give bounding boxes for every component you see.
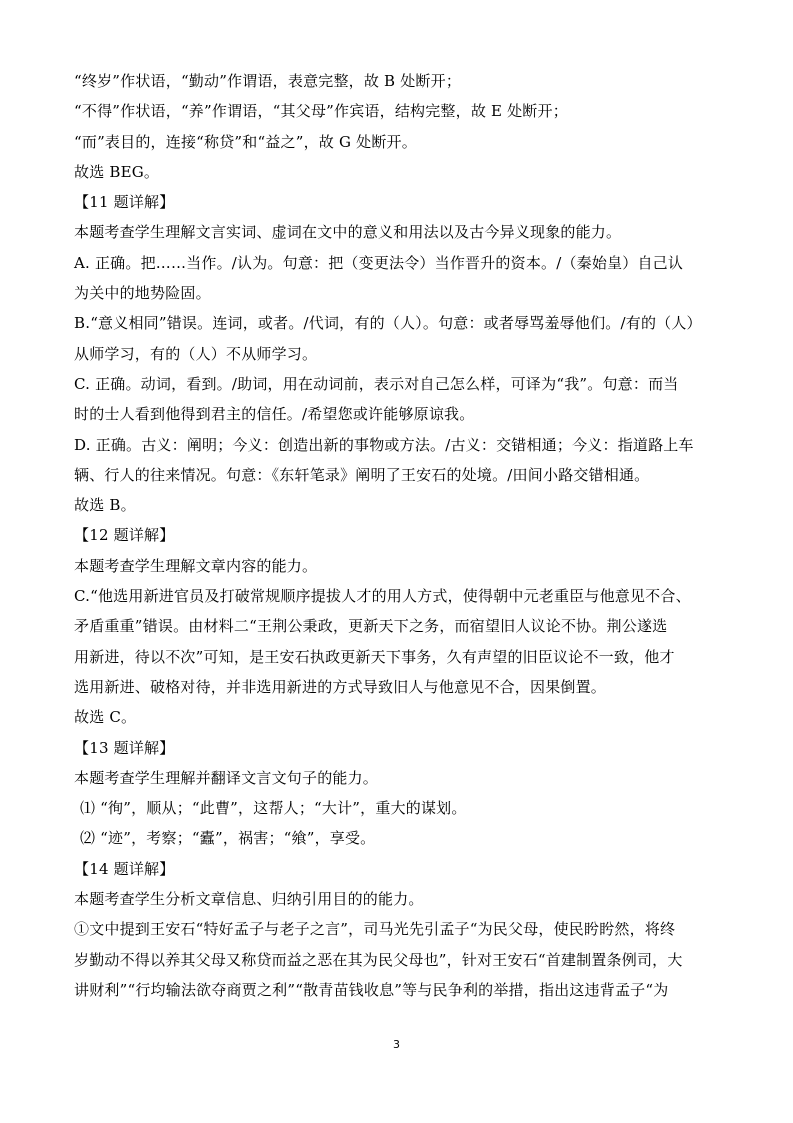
text-line: “不得”作状语，“养”作谓语，“其父母”作宾语，结构完整，故 E 处断开； (74, 102, 568, 121)
text-line: 本题考查学生理解文言实词、虚词在文中的意义和用法以及古今异义现象的能力。 (74, 223, 622, 242)
text-line: ⑴ “徇”，顺从；“此曹”，这帮人；“大计”，重大的谋划。 (80, 799, 467, 818)
page-number: 3 (393, 1038, 400, 1051)
section-heading-13: 【13 题详解】 (74, 738, 175, 757)
section-heading-14: 【14 题详解】 (74, 859, 175, 878)
text-line: 岁勤动不得以养其父母又称贷而益之恶在其为民父母也”，针对王安石“首建制置条例司，大 (74, 950, 683, 969)
answer-explanation-text (74, 66, 734, 1005)
text-line: 本题考查学生理解文章内容的能力。 (74, 556, 318, 575)
text-line: 讲财利”“行均输法欲夺商贾之利”“散青苗钱收息”等与民争利的举措，指出这违背孟子“为 (74, 980, 669, 999)
text-line: 从师学习，有的（人）不从师学习。 (74, 344, 318, 363)
text-line: 本题考查学生理解并翻译文言文句子的能力。 (74, 768, 379, 787)
text-line: “而”表目的，连接“称贷”和“益之”，故 G 处断开。 (74, 132, 417, 151)
text-line: D. 正确。古义：阐明；今义：创造出新的事物或方法。/古义：交错相通；今义：指道路上车 (74, 435, 694, 454)
text-line: 用新进，待以不次”可知，是王安石执政更新天下事务，久有声望的旧臣议论不一致，他才 (74, 647, 675, 666)
text-line: C. 正确。动词，看到。/助词，用在动词前，表示对自己怎么样，可译为“我”。句意：而当 (74, 374, 679, 393)
text-line: A. 正确。把……当作。/认为。句意：把（变更法令）当作晋升的资本。/（秦始皇）自己认 (74, 253, 684, 272)
text-line: C.“他选用新进官员及打破常规顺序提拔人才的用人方式，使得朝中元老重臣与他意见不合、 (74, 587, 691, 606)
text-line: 故选 BEG。 (74, 162, 160, 181)
text-line: 为关中的地势险固。 (74, 284, 211, 303)
section-heading-11: 【11 题详解】 (74, 193, 175, 212)
text-line: 故选 C。 (74, 708, 137, 727)
text-line: 辆、行人的往来情况。句意：《东轩笔录》阐明了王安石的处境。/田间小路交错相通。 (74, 465, 650, 484)
text-line: 本题考查学生分析文章信息、归纳引用目的的能力。 (74, 890, 424, 909)
text-line: ⑵ “迹”，考察；“蠹”，祸害；“飨”，享受。 (80, 829, 376, 848)
text-line: 故选 B。 (74, 496, 136, 515)
text-line: 选用新进、破格对待，并非选用新进的方式导致旧人与他意见不合，因果倒置。 (74, 677, 607, 696)
text-line: B.“意义相同”错误。连词，或者。/代词，有的（人）。句意：或者辱骂羞辱他们。/有的（人） (74, 314, 702, 333)
text-line: 时的士人看到他得到君主的信任。/希望您或许能够原谅我。 (74, 405, 475, 424)
text-line: ①文中提到王安石“特好孟子与老子之言”，司马光先引孟子“为民父母，使民盻盻然，将终 (74, 920, 676, 939)
text-line: “终岁”作状语，“勤动”作谓语，表意完整，故 B 处断开； (74, 72, 462, 90)
section-heading-12: 【12 题详解】 (74, 526, 175, 545)
text-line: 矛盾重重”错误。由材料二“王荆公秉政，更新天下之务，而宿望旧人议论不协。荆公遂选 (74, 617, 668, 636)
